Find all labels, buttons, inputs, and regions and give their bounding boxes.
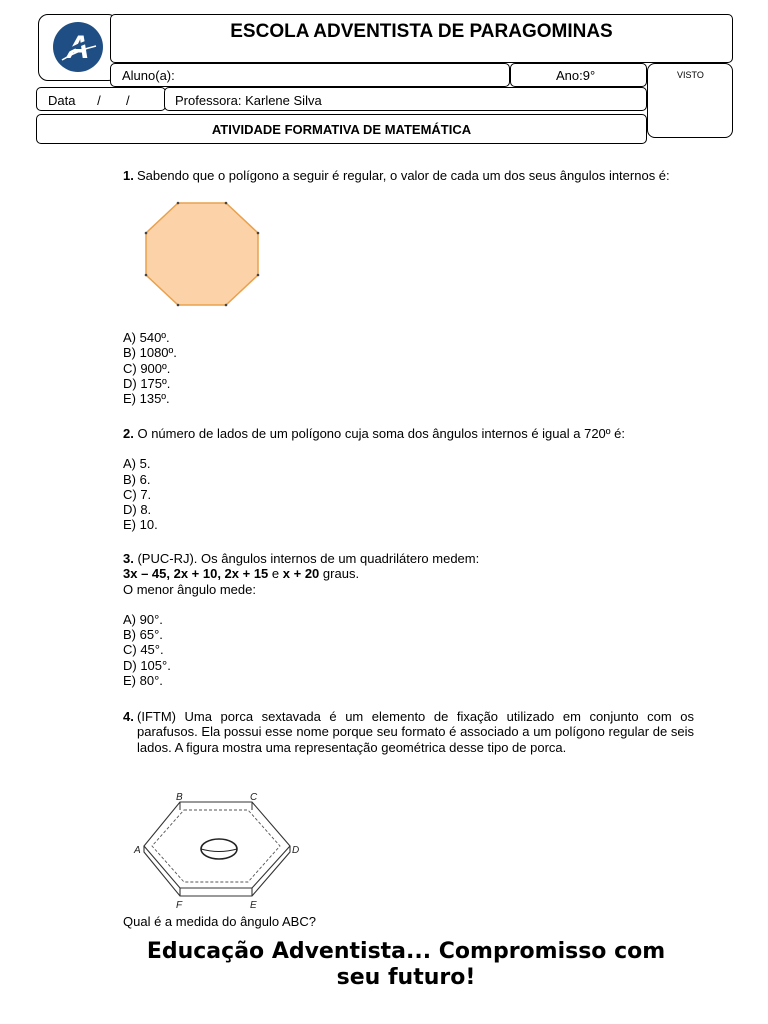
- q1-option-b[interactable]: B) 1080º.: [123, 345, 177, 361]
- q1-option-e[interactable]: E) 135º.: [123, 391, 170, 407]
- question-3-question: O menor ângulo mede:: [123, 581, 256, 597]
- vertex-label-a: A: [134, 845, 141, 856]
- question-4-text: (IFTM) Uma porca sextavada é um elemento de fixação utilizado em conjunto com os parafusos. Ela possui esse nome porque seu formato é associado a um polígono regular de seis lados. A figura mostra uma representação geométrica desse tipo de porca.: [137, 709, 694, 755]
- q2-option-a[interactable]: A) 5.: [123, 456, 151, 472]
- aluno-field[interactable]: [110, 63, 510, 87]
- question-1-text: Sabendo que o polígono a seguir é regular, o valor de cada um dos seus ângulos internos é:: [137, 168, 670, 183]
- question-4: [123, 709, 694, 755]
- question-4-question-text: Qual é a medida do ângulo ABC?: [123, 914, 316, 929]
- q3-option-e[interactable]: E) 80°.: [123, 673, 163, 689]
- hex-nut-top-face: [144, 802, 290, 888]
- visto-box: [647, 63, 733, 138]
- visto-label: VISTO: [677, 70, 704, 80]
- q2-option-b[interactable]: B) 6.: [123, 471, 151, 487]
- footer-line-1: Educação Adventista... Compromisso com: [146, 939, 666, 964]
- vertex-label-b: B: [176, 792, 183, 803]
- vertex-label-d: D: [292, 845, 300, 856]
- question-3-expression-suffix: graus.: [322, 566, 360, 582]
- question-3-expression-2: x + 20: [282, 566, 320, 582]
- question-3: [123, 551, 694, 688]
- question-3-expression-e: e: [271, 566, 280, 582]
- q3-option-b[interactable]: B) 65°.: [123, 627, 163, 643]
- teacher-field: [164, 87, 647, 111]
- q1-option-d[interactable]: D) 175º.: [123, 375, 171, 391]
- footer-line-2: seu futuro!: [336, 965, 476, 990]
- vertex-label-c: C: [250, 792, 258, 803]
- q3-option-a[interactable]: A) 90°.: [123, 611, 163, 627]
- question-2: [123, 426, 694, 533]
- q3-option-d[interactable]: D) 105°.: [123, 657, 171, 673]
- q3-option-c[interactable]: C) 45°.: [123, 642, 164, 658]
- question-2-text: O número de lados de um polígono cuja soma dos ângulos internos é igual a 720º é:: [137, 426, 625, 441]
- title-box: [110, 14, 733, 63]
- octagon-figure: [122, 199, 272, 311]
- school-logo: [38, 14, 118, 81]
- activity-title-box: [36, 114, 647, 144]
- q1-option-a[interactable]: A) 540º.: [123, 330, 170, 345]
- question-1: [123, 168, 694, 183]
- vertex-label-f: F: [176, 900, 183, 911]
- question-4-question: [123, 914, 694, 929]
- teacher-label: Professora: Karlene Silva: [175, 93, 322, 108]
- question-3-expression: 3x – 45, 2x + 10, 2x + 15: [123, 566, 269, 582]
- q1-option-c[interactable]: C) 900º.: [123, 360, 171, 376]
- activity-title: ATIVIDADE FORMATIVA DE MATEMÁTICA: [211, 122, 472, 137]
- question-2-number: 2.: [123, 426, 134, 441]
- aluno-label: Aluno(a):: [122, 68, 175, 83]
- regular-octagon: [146, 203, 258, 305]
- question-3-number: 3.: [123, 551, 134, 566]
- date-label: Data / /: [48, 93, 130, 108]
- question-4-number: 4.: [123, 709, 134, 724]
- ano-label: Ano:9°: [556, 68, 596, 83]
- q2-option-c[interactable]: C) 7.: [123, 486, 152, 502]
- date-field[interactable]: [36, 87, 166, 111]
- q2-option-e[interactable]: E) 10.: [123, 517, 158, 533]
- hex-nut-hole: [201, 839, 237, 859]
- question-1-options: [123, 330, 694, 406]
- footer-slogan: [100, 939, 712, 991]
- vertex-label-e: E: [250, 900, 257, 911]
- logo-box: [38, 14, 118, 81]
- hex-nut-figure: [128, 788, 303, 913]
- question-3-intro: (PUC-RJ). Os ângulos internos de um quadrilátero medem:: [137, 551, 480, 566]
- school-name: ESCOLA ADVENTISTA DE PARAGOMINAS: [230, 21, 613, 42]
- ano-field[interactable]: [510, 63, 647, 87]
- school-logo-letter: A: [66, 29, 90, 65]
- q2-option-d[interactable]: D) 8.: [123, 502, 152, 518]
- hex-nut-dashed-outline: [152, 810, 280, 882]
- question-1-number: 1.: [123, 168, 134, 183]
